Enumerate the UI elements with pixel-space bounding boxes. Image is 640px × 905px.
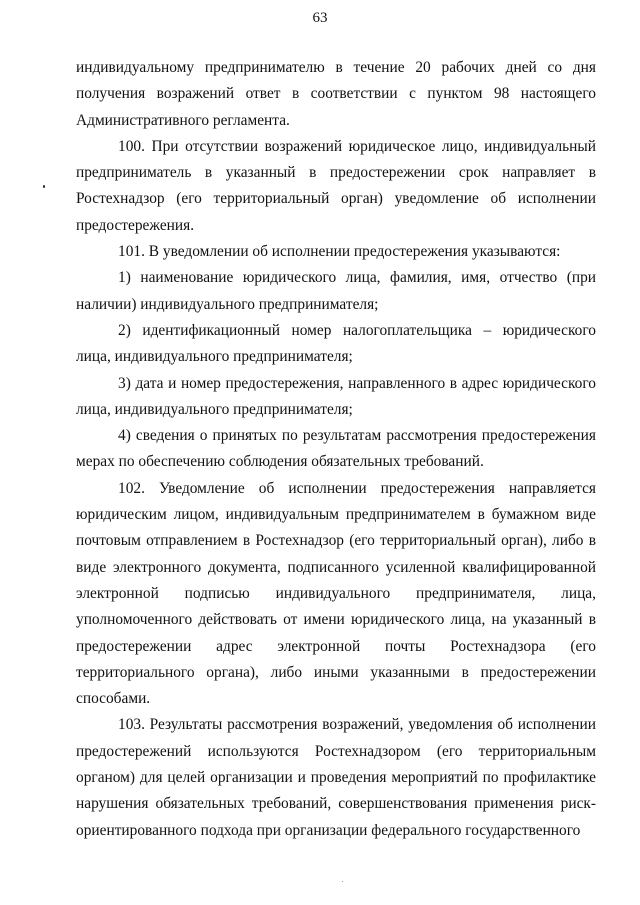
list-item-2: 2) идентификационный номер налогоплательщика – юридического лица, индивидуального предпринимателя; [76,321,596,366]
paragraph-continuation: индивидуальному предпринимателю в течение 20 рабочих дней со дня получения возражений ответ в соответствии с пунктом 98 настоящего Административного регламента. [76,59,596,129]
paragraph-103: 103. Результаты рассмотрения возражений, уведомления об исполнении предостережений используются Ростехнадзором (его территориальным органом) для целей организации и проведения мероприятий по профилактике нарушения обязательных требований, совершенствования применения риск-ориентированного подхода при организации федерального государственного [76,716,596,839]
document-body [76,55,596,844]
list-item-3: 3) дата и номер предостережения, направленного в адрес юридического лица, индивидуального предпринимателя; [76,374,596,418]
paragraph-100: 100. При отсутствии возражений юридическое лицо, индивидуальный предприниматель в указанный в предостережении срок направляет в Ростехнадзор (его территориальный орган) уведомление об исполнении предостережения. [76,137,596,234]
list-item-1: 1) наименование юридического лица, фамилия, имя, отчество (при наличии) индивидуального предпринимателя; [76,269,596,313]
paragraph-101: 101. В уведомлении об исполнении предостережения указываются: [118,243,561,261]
list-item-4: 4) сведения о принятых по результатам рассмотрения предостережения мерах по обеспечению соблюдения обязательных требований. [76,427,596,471]
page-number: 63 [312,10,328,26]
scan-speck [43,185,45,188]
paragraph-102: 102. Уведомление об исполнении предостережения направляется юридическим лицом, индивидуальным предпринимателем в бумажном виде почтовым отправлением в Ростехнадзор (его территориальный орган), либо в виде электронного документа, подписанного усиленной квалифицированной электронной подписью индивидуального предпринимателя, лица, уполномоченного действовать от имени юридического лица, на указанный в предостережении адрес электронной почты Ростехнадзора (его территориального органа), либо иными указанными в предостережении способами. [76,479,596,708]
scan-speck [342,881,343,882]
